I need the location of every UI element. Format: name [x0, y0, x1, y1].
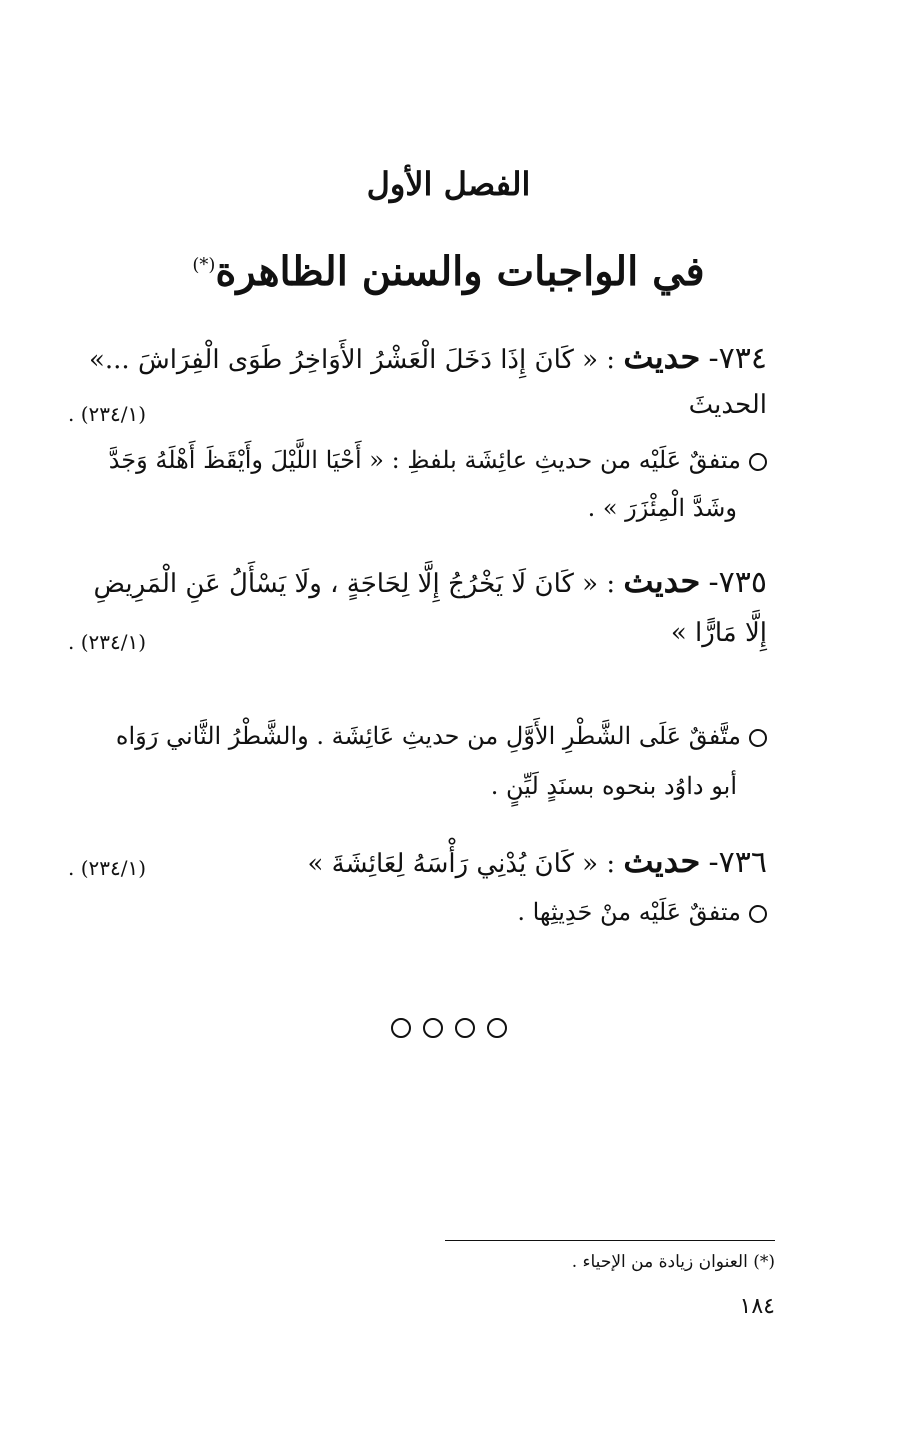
- footnote-divider: [445, 1240, 775, 1241]
- hadith-735-line2: إِلَّا مَارًّا »: [670, 618, 767, 648]
- ring-ornament-icon: [487, 1018, 507, 1038]
- hadith-734-reference: (٢٣٤/١) .: [68, 402, 147, 426]
- note-text: متفقٌ عَلَيْه من حديثِ عائِشَة بلفظِ : « أَحْيَا اللَّيْلَ وأَيْقَظَ أَهْلَهُ وَجَدَّ: [108, 446, 741, 474]
- hadith-735-note-line1: [116, 722, 767, 750]
- hadith-734-note-line1: [109, 446, 767, 474]
- section-title: [0, 248, 897, 295]
- hadith-number: ٧٣٤-: [708, 341, 767, 376]
- hadith-label: حديث: [623, 842, 701, 880]
- hadith-text: : « كَانَ لَا يَخْرُجُ إِلَّا لِحَاجَةٍ ، ولَا يَسْأَلُ عَنِ الْمَرِيضِ: [93, 569, 616, 599]
- chapter-title: الفصل الأول: [366, 165, 531, 203]
- circle-bullet-icon: [749, 729, 767, 747]
- hadith-736-reference: (٢٣٤/١) .: [68, 856, 147, 880]
- section-end-ornament: [0, 1018, 897, 1038]
- hadith-734-line1: [68, 338, 767, 376]
- circle-bullet-icon: [749, 453, 767, 471]
- circle-bullet-icon: [749, 905, 767, 923]
- section-title-text: في الواجبات والسنن الظاهرة: [215, 248, 705, 295]
- ring-ornament-icon: [423, 1018, 443, 1038]
- footnote: (*) العنوان زيادة من الإحياء .: [571, 1252, 775, 1272]
- note-text: متفقٌ عَلَيْه منْ حَدِيثِها .: [517, 898, 741, 926]
- hadith-736-note-line1: [517, 898, 767, 926]
- hadith-text: : « كَانَ إِذَا دَخَلَ الْعَشْرُ الأَوَاخِرُ طَوَى الْفِرَاشَ ...»: [89, 345, 616, 375]
- hadith-735-reference: (٢٣٤/١) .: [68, 630, 147, 654]
- hadith-735-line1: [68, 562, 767, 600]
- hadith-734-line2: الحديثَ: [688, 390, 767, 420]
- hadith-734-note-line2: وشَدَّ الْمِئْزَرَ » .: [587, 494, 737, 522]
- hadith-label: حديث: [623, 338, 701, 376]
- hadith-text: : « كَانَ يُدْنِي رَأْسَهُ لِعَائِشَةَ »: [307, 849, 616, 879]
- hadith-number: ٧٣٥-: [708, 565, 767, 600]
- hadith-label: حديث: [623, 562, 701, 600]
- ring-ornament-icon: [391, 1018, 411, 1038]
- hadith-735-note-line2: أبو داوُد بنحوه بسنَدٍ لَيِّنٍ .: [490, 772, 737, 800]
- hadith-736-line1: [307, 842, 767, 880]
- page-number: ١٨٤: [739, 1294, 775, 1319]
- hadith-number: ٧٣٦-: [708, 845, 767, 880]
- ring-ornament-icon: [455, 1018, 475, 1038]
- section-footnote-marker: (*): [192, 254, 216, 276]
- note-text: متَّفقٌ عَلَى الشَّطْرِ الأَوَّلِ من حديثِ عَائِشَة . والشَّطْرُ الثَّاني رَوَاه: [115, 722, 741, 750]
